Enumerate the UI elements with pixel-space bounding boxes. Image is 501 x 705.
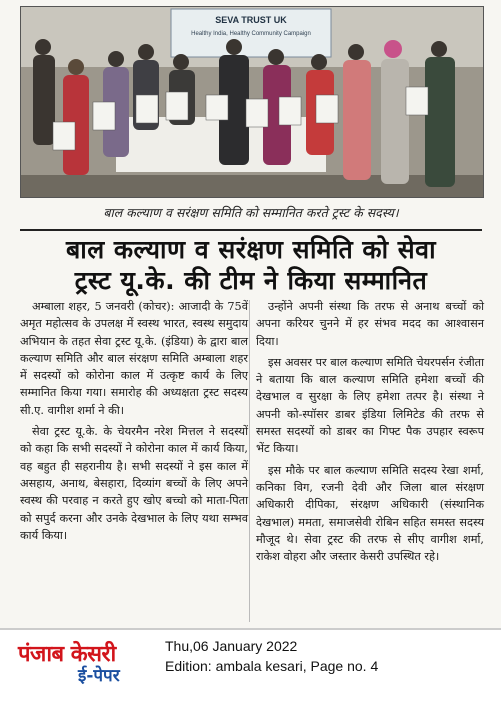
news-photo [20, 6, 484, 198]
logo-title: पंजाब केसरी [18, 642, 116, 667]
article-column-right [256, 298, 484, 569]
punjab-kesari-logo [18, 638, 158, 688]
photo-caption: बाल कल्याण व सरंक्षण समिति को सम्मानित करते ट्रस्ट के सदस्य। [103, 205, 399, 220]
headline-rule-top [20, 229, 482, 231]
banner-title: SEVA TRUST UK [215, 15, 287, 25]
article-paragraph: उन्होंने अपनी संस्था कि तरफ से अनाथ बच्चों को अपना करियर चुनने में हर संभव मदद का आश्वासन दिया। [256, 300, 484, 348]
epaper-footer [0, 628, 501, 705]
article-paragraph: सेवा ट्रस्ट यू.के. के चेयरमैन नरेश मित्तल ने सदस्यों को कहा कि सभी सदस्यों ने कोरोना काल में कार्य किया, वह बहुत ही सहरानीय है। सभी सदस्यों ने इस काल में असहाय, अनाथ, बेसहारा, दिव्यांग बच्चों के लिए अपने स्वस्थ की परवाह न करते हुए खोए बच्चो को माता-पिता को सपुर्द करना और उनके देखभाल के लिए यथा सम्भव कार्य किया। [20, 425, 248, 542]
headline-line-1: बाल कल्याण व सरंक्षण समिति को सेवा [65, 235, 437, 264]
edition-date: Thu,06 January 2022 [165, 638, 298, 654]
edition-info: Edition: ambala kesari, Page no. 4 [165, 658, 379, 674]
article-paragraph: इस मौके पर बाल कल्याण समिति सदस्य रेखा शर्मा, कनिका विग, रजनी देवी और जिला बाल संरक्षण अधिकारी दीपिका, संरक्षण अधिकारी (संस्थानिक देखभाल) ममता, समाजसेवी रोबिन सहित समस्त सदस्य मौजूद थे। सेवा ट्रस्ट की तरफ से सीए वागीश शर्मा, राकेश वोहरा और जस्तार केसरी उपस्थित रहे। [256, 463, 484, 564]
headline-line-2: ट्रस्ट यू.के. की टीम ने किया सम्मानित [74, 266, 428, 295]
banner-subtitle: Healthy India, Healthy Community Campaign [191, 31, 311, 37]
group-photo-illustration [21, 7, 483, 197]
article-paragraph: अम्बाला शहर, 5 जनवरी (कोचर): आजादी के 75वें अमृत महोत्सव के उपलक्ष में स्वस्थ भारत, स्वस्थ समुदाय अभियान के तहत सेवा ट्रस्ट यू.के. (इंडिया) के द्वारा बाल कल्याण समिति और बाल संरक्षण समिति अम्बाला शहर में सदस्यों को कोरोना काल में उत्कृष्ट कार्य के लिए सम्मानित किया गया। समारोह की अध्यक्षता ट्रस्ट सदस्य सी.ए. वागीश शर्मा ने की। [20, 300, 248, 417]
article-column-left [20, 298, 248, 548]
logo-subtitle: ई-पेपर [78, 666, 120, 686]
column-divider [249, 300, 250, 622]
article-paragraph: इस अवसर पर बाल कल्याण समिति चेयरपर्सन रंजीता ने बताया कि बाल कल्याण समिति हमेशा बच्चों की देखभाल व सुरक्षा के लिए हमेशा तत्पर है। संस्था ने अपनी को-स्पॉसर डाबर इंडिया लिमिटेड की तरफ से समस्त सदस्यों को डाबर का गिफ्ट पैक उपहार स्वरूप भेंट किया। [256, 355, 484, 456]
